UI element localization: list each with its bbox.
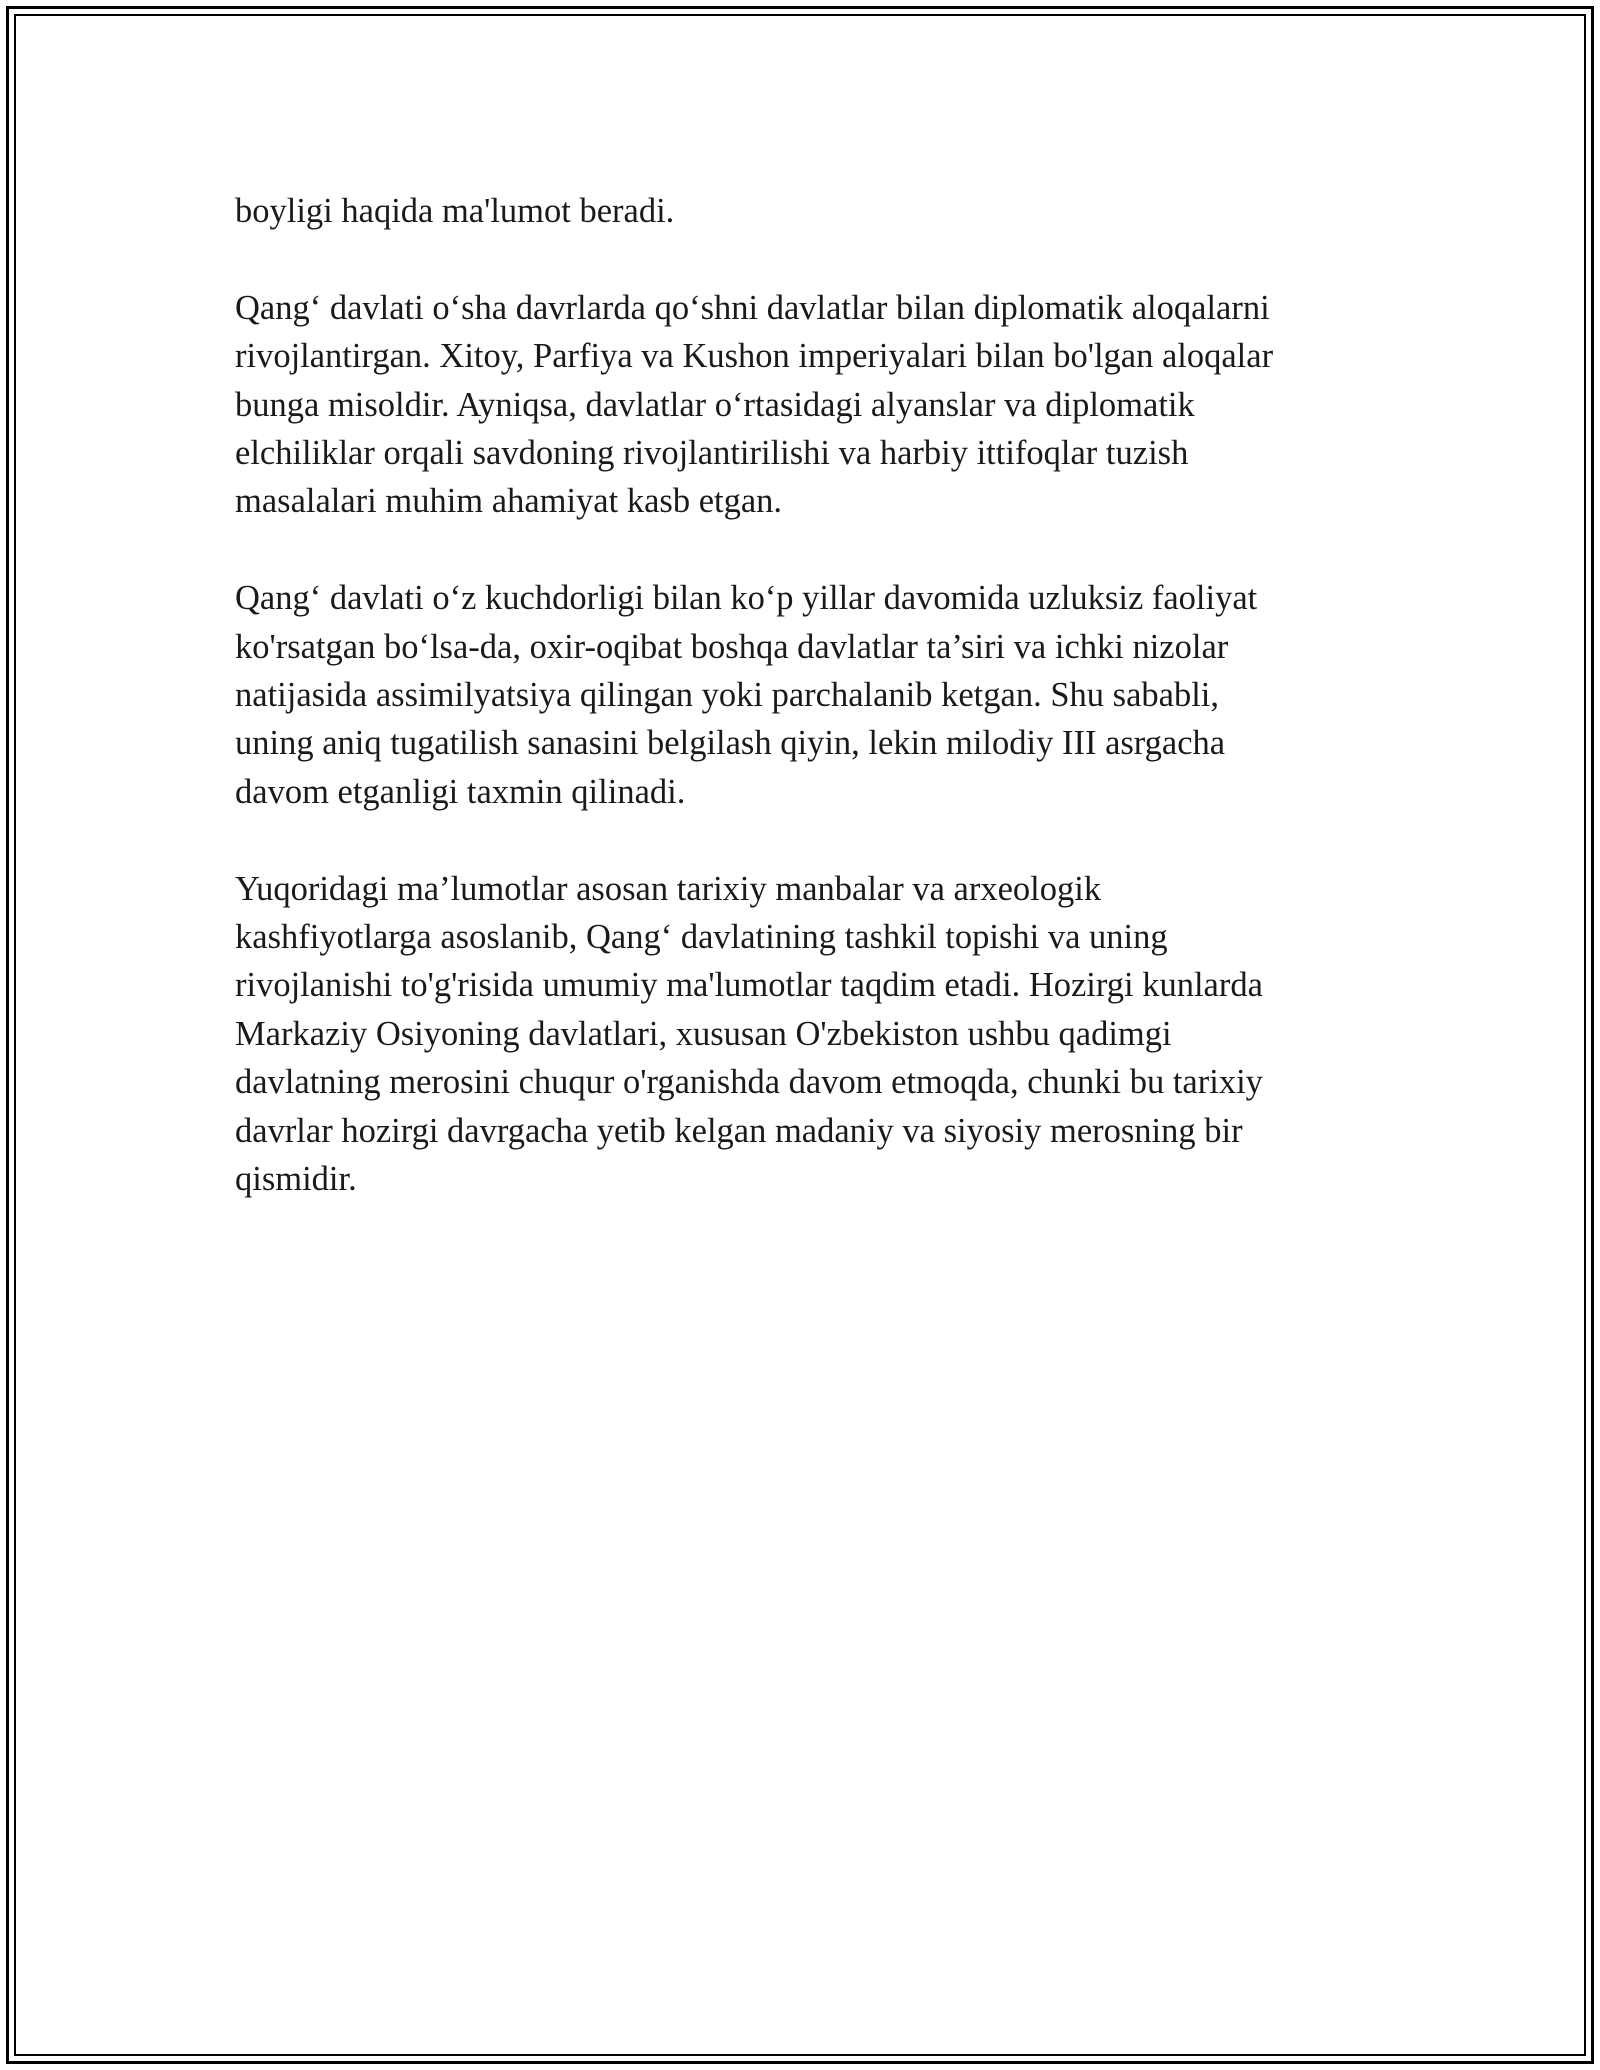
text-line: Qang‘ davlati o‘z kuchdorligi bilan ko‘p yillar davomida uzluksiz faoliyat bbox=[235, 579, 1258, 618]
text-line: boyligi haqida ma'lumot beradi. bbox=[235, 192, 675, 230]
text-line: elchiliklar orqali savdoning rivojlantirilishi va harbiy ittifoqlar tuzish bbox=[235, 434, 1189, 473]
text-line: bunga misoldir. Ayniqsa, davlatlar o‘rtasidagi alyanslar va diplomatik bbox=[235, 385, 1195, 424]
paragraph-1 bbox=[235, 187, 1365, 235]
text-line: rivojlanishi to'g'risida umumiy ma'lumotlar taqdim etadi. Hozirgi kunlarda bbox=[235, 966, 1263, 1005]
text-line: Yuqoridagi ma’lumotlar asosan tarixiy manbalar va arxeologik bbox=[235, 869, 1102, 908]
text-line: rivojlantirgan. Xitoy, Parfiya va Kushon imperiyalari bilan bo'lgan aloqalar bbox=[235, 337, 1274, 376]
text-line: Markaziy Osiyoning davlatlari, xususan O'zbekiston ushbu qadimgi bbox=[235, 1014, 1172, 1053]
document-body bbox=[235, 187, 1365, 1252]
text-line: davom etganligi taxmin qilinadi. bbox=[235, 772, 686, 811]
text-line: uning aniq tugatilish sanasini belgilash qiyin, lekin milodiy III asrgacha bbox=[235, 724, 1226, 763]
text-line: ko'rsatgan bo‘lsa-da, oxir-oqibat boshqa davlatlar ta’siri va ichki nizolar bbox=[235, 627, 1229, 666]
text-line: kashfiyotlarga asoslanib, Qang‘ davlatining tashkil topishi va uning bbox=[235, 918, 1168, 957]
text-line: natijasida assimilyatsiya qilingan yoki parchalanib ketgan. Shu sababli, bbox=[235, 676, 1219, 715]
text-line: Qang‘ davlati o‘sha davrlarda qo‘shni davlatlar bilan diplomatik aloqalarni bbox=[235, 288, 1270, 327]
text-line: davlatning merosini chuqur o'rganishda davom etmoqda, chunki bu tarixiy bbox=[235, 1063, 1263, 1102]
paragraph-3 bbox=[235, 574, 1365, 816]
text-line: masalalari muhim ahamiyat kasb etgan. bbox=[235, 482, 783, 521]
paragraph-4 bbox=[235, 865, 1365, 1204]
text-line: qismidir. bbox=[235, 1160, 357, 1199]
text-line: davrlar hozirgi davrgacha yetib kelgan madaniy va siyosiy merosning bir bbox=[235, 1111, 1243, 1150]
paragraph-2 bbox=[235, 284, 1365, 526]
